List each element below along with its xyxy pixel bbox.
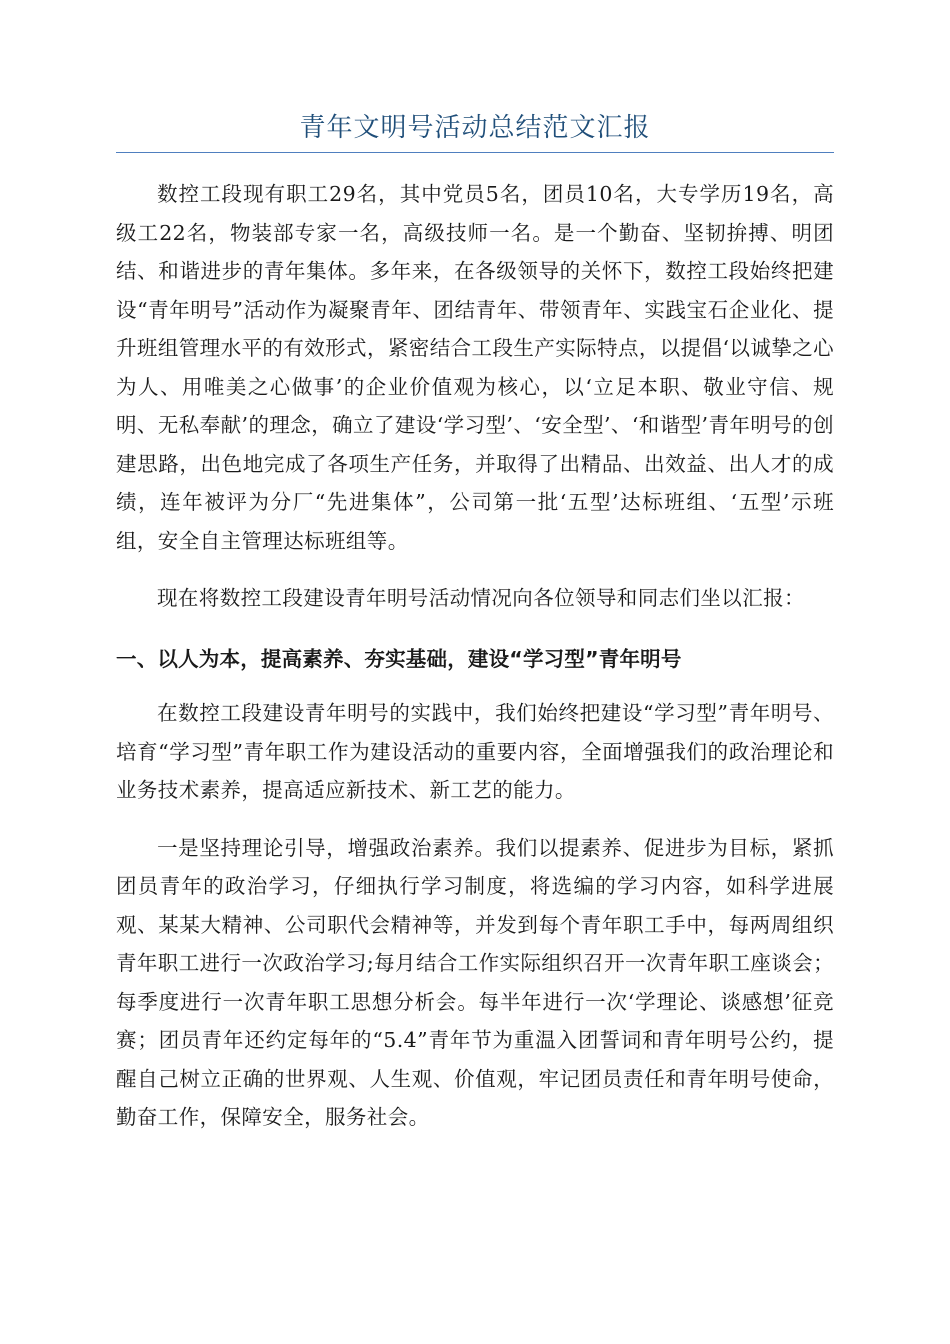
document-page [116, 108, 834, 1137]
section-paragraph: 在数控工段建设青年明号的实践中，我们始终把建设“学习型”青年明号、培育“学习型”青年职工作为建设活动的重要内容，全面增强我们的政治理论和业务技术素养，提高适应新技术、新工艺的能力。 [116, 701, 834, 802]
document-title: 青年文明号活动总结范文汇报 [299, 113, 651, 143]
title-underline [116, 152, 834, 153]
section-heading: 一、以人为本，提高素养、夯实基础，建设“学习型”青年明号 [116, 646, 682, 671]
report-intro-paragraph: 现在将数控工段建设青年明号活动情况向各位领导和同志们坐以汇报： [157, 586, 805, 610]
section-paragraph: 一是坚持理论引导，增强政治素养。我们以提素养、促进步为目标，紧抓团员青年的政治学习，仔细执行学习制度，将选编的学习内容，如科学进展观、某某大精神、公司职代会精神等，并发到每个青年职工手中，每两周组织青年职工进行一次政治学习;每月结合工作实际组织召开一次青年职工座谈会；每季度进行一次青年职工思想分析会。每半年进行一次‘学理论、谈感想’征竞赛；团员青年还约定每年的“5.4”青年节为重温入团誓词和青年明号公约，提醒自己树立正确的世界观、人生观、价值观，牢记团员责任和青年明号使命，勤奋工作，保障安全，服务社会。 [116, 835, 834, 1129]
intro-paragraph: 数控工段现有职工29名，其中党员5名，团员10名，大专学历19名，高级工22名，物装部专家一名，高级技师一名。是一个勤奋、坚韧拚搏、明团结、和谐进步的青年集体。多年来，在各级领导的关怀下，数控工段始终把建设“青年明号”活动作为凝聚青年、团结青年、带领青年、实践宝石企业化、提升班组管理水平的有效形式，紧密结合工段生产实际特点，以提倡‘以诚挚之心为人、用唯美之心做事’的企业价值观为核心，以‘立足本职、敬业守信、规明、无私奉献’的理念，确立了建设‘学习型’、‘安全型’、‘和谐型’青年明号的创建思路，出色地完成了各项生产任务，并取得了出精品、出效益、出人才的成绩，连年被评为分厂“先进集体”，公司第一批‘五型’达标班组、‘五型’示班组，安全自主管理达标班组等。 [116, 182, 834, 553]
